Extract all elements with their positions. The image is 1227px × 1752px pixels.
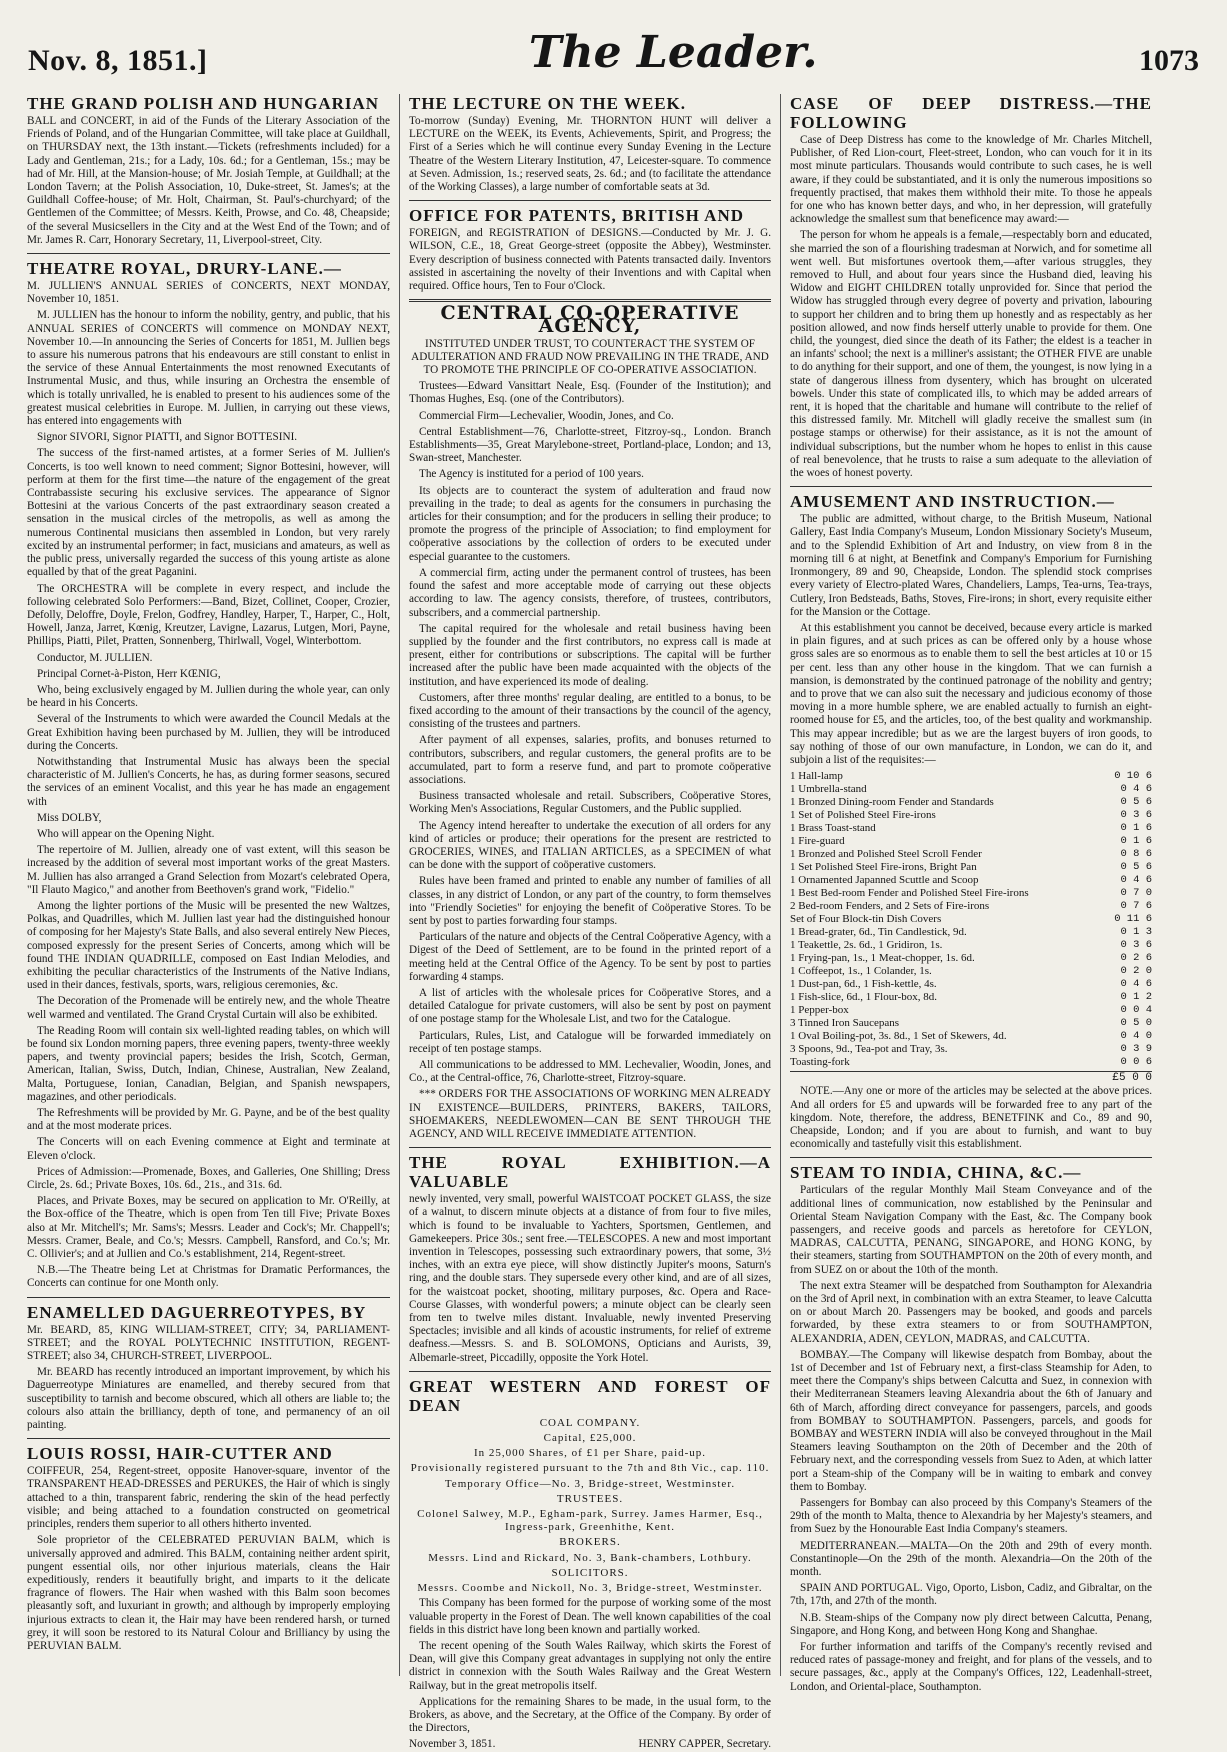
ad-paragraph: For further information and tariffs of the Company's recently revised and reduced rates of passage-money and freight, and for plans of the vessels, and to secure passages, &c., apply at the Company's Offices, 122, Leadenhall-street, London, and Oriental-place, Southampton. <box>790 1641 1152 1693</box>
price-item <box>790 835 1152 848</box>
ad-paragraph: The public are admitted, without charge, to the British Museum, National Gallery, East India Company's Museum, London Missionary Society's Museum, and to the Splendid Exhibition of Art and Industry, on view from 8 in the morning till 6 at night, at Benetfink and Company's Emporium for Furnishing Ironmongery, 89 and 90, Cheapside, London. The splendid stock comprises every variety of Electro-plated Wares, Chandeliers, Lamps, Tea-urns, Tea-trays, Cutlery, Iron Bedsteads, Baths, Stoves, Fire-irons; in short, every requisite either for the Mansion or the Cottage. <box>790 513 1152 618</box>
ad-title: ENAMELLED DAGUERREOTYPES, BY <box>27 1302 367 1322</box>
price-item-name: 3 Tinned Iron Saucepans <box>790 1017 900 1030</box>
price-item-name: 2 Bed-room Fenders, and 2 Sets of Fire-irons <box>790 900 990 913</box>
price-item-price: 0 1 2 <box>1120 991 1152 1004</box>
registration: Provisionally registered pursuant to the 7th and 8th Vic., cap. 110. <box>410 1462 770 1475</box>
sign-name: HENRY CAPPER, Secretary. <box>638 1738 771 1751</box>
price-item-price: 0 0 6 <box>1120 1056 1152 1069</box>
column-3 <box>780 94 1161 1693</box>
price-item-price: 0 3 6 <box>1120 939 1152 952</box>
columns <box>18 94 1209 1751</box>
ad-patents <box>409 206 771 293</box>
price-item <box>790 848 1152 861</box>
ad-title: CASE OF DEEP DISTRESS.—THE FOLLOWING <box>790 94 1152 132</box>
price-item <box>790 809 1152 822</box>
ad-paragraph: Rules have been framed and printed to enable any number of families of all classes, in any district of London, or any part of the country, to form themselves into "Friendly Societies" for enjoying the benefit of Coöperative Stores. To be sent by post to parties forwarding four stamps. <box>409 875 771 927</box>
solicitors-heading: SOLICITORS. <box>551 1566 629 1579</box>
price-item-name: 1 Set of Polished Steel Fire-irons <box>790 809 936 822</box>
price-item <box>790 939 1152 952</box>
divider <box>409 1371 771 1372</box>
price-item-price: 0 10 6 <box>1114 770 1152 783</box>
ad-body: Sole proprietor of the CELEBRATED PERUVIAN BALM, which is universally approved and admired. This BALM, containing neither ardent spirit, pungent essential oils, nor other injurious materials, cleans the Hair expeditiously, renders it beautifully bright, and imparts to it the delicate fragrance of flowers. The Hair when washed with this Balm soon becomes pleasantly soft, and luxuriant in growth; and although by improperly employing injurious extracts to clean it, the Hair may have been rendered harsh, or turned grey, it will soon be restored to its Natural Colour and Brilliancy by using the PERUVIAN BALM. <box>27 1534 390 1652</box>
ad-paragraph: *** ORDERS FOR THE ASSOCIATIONS OF WORKING MEN ALREADY IN EXISTENCE—BUILDERS, PRINTERS, BAKERS, TAILORS, SHOEMAKERS, NEEDLEWOMEN—CAN BE SENT THROUGH THE AGENCY, AND WILL RECEIVE IMMEDIATE ATTENTION. <box>409 1088 771 1141</box>
issue-date: Nov. 8, 1851.] <box>28 44 208 77</box>
price-item <box>790 796 1152 809</box>
price-item <box>790 952 1152 965</box>
divider <box>27 1438 390 1439</box>
price-item-price: 0 4 6 <box>1120 874 1152 887</box>
ad-paragraph: All communications to be addressed to MM. Lechevalier, Woodin, Jones, and Co., at the Central-office, 76, Charlotte-street, Fitzroy-square. <box>409 1059 771 1085</box>
ad-body: Mr. BEARD has recently introduced an important improvement, by which his Daguerreotype Miniatures are enamelled, and thereby secured from that susceptibility to tarnish and become obscured, which all others are liable to; the colours also attain the brilliancy, depth of tone, and permanency of an oil painting. <box>27 1366 390 1432</box>
ad-paragraph: MEDITERRANEAN.—MALTA—On the 20th and 29th of every month. Constantinople—On the 29th of the month. Alexandria—On the 20th of the month. <box>790 1539 1152 1579</box>
ad-cooperative-agency <box>409 302 771 1141</box>
ad-body: To-morrow (Sunday) Evening, Mr. THORNTON HUNT will deliver a LECTURE on the WEEK, its Events, Achievements, Spirit, and Progress; the First of a Series which he will continue every Sunday Evening in the Lecture Theatre of the Western Literary Institution, 47, Leicester-square. To commence at Seven. Admission, 1s.; reserved seats, 2s. 6d.; and (to facilitate the attendance of the Working Classes), a large number of comfortable seats at 3d. <box>409 115 771 194</box>
price-item <box>790 978 1152 991</box>
price-list <box>790 770 1152 1069</box>
price-total: £5 0 0 <box>790 1071 1152 1085</box>
newspaper-title: The Leader. <box>528 27 818 78</box>
ad-deep-distress <box>790 94 1152 480</box>
price-item-name: 1 Oval Boiling-pot, 3s. 8d., 1 Set of Skewers, 4d. <box>790 1030 1007 1043</box>
price-item <box>790 1030 1152 1043</box>
price-item-price: 0 11 6 <box>1114 913 1152 926</box>
ad-paragraph: N.B. Steam-ships of the Company now ply direct between Calcutta, Penang, Singapore, and Hong Kong, and between Hong Kong and Shanghae. <box>790 1611 1152 1637</box>
trustees-heading: TRUSTEES. <box>556 1492 624 1505</box>
price-item <box>790 783 1152 796</box>
ad-paragraph: Places, and Private Boxes, may be secured on application to Mr. O'Reilly, at the Box-office of the Theatre, which is open from Ten till Five; Private Boxes also at Mr. Mitchell's; Mr. Sams's; Messrs. Leader and Cock's; Mr. Chappell's; Messrs. Cramer, Beale, and Co.'s; Messrs. Campbell, Ransford, and Co.'s; Mr. C. Ollivier's; and at Jullien and Co.'s establishment, 214, Regent-street. <box>27 1195 390 1261</box>
ad-title: THE ROYAL EXHIBITION.—A VALUABLE <box>409 1153 771 1192</box>
ad-title: THE GRAND POLISH AND HUNGARIAN <box>27 94 380 113</box>
ad-title: STEAM TO INDIA, CHINA, &C.— <box>790 1163 1082 1183</box>
ad-paragraph: Prices of Admission:—Promenade, Boxes, and Galleries, One Shilling; Dress Circle, 2s. 6d.; Private Boxes, 10s. 6d., 21s., and 31s. 6d. <box>27 1165 390 1192</box>
price-item-price: 0 1 6 <box>1120 835 1152 848</box>
page-number: 1073 <box>1139 44 1199 77</box>
price-item-name: 1 Fire-guard <box>790 835 845 848</box>
ad-paragraph: At this establishment you cannot be deceived, because every article is marked in plain figures, and at such prices as can be offered only by a house whose gross sales are so enormous as to enable them to sell the best articles at 10 or 15 per cent. less than any other house in the kingdom. That we can furnish a mansion, is demonstrated by the continued patronage of the nobility and gentry; and to prove that we can also suit the necessary and judicious economy of those moving in a more humble sphere, we are enabled actually to furnish an eight-roomed house for £5, and the articles, too, of the best quality and workmanship. This may appear incredible; but as we are the largest buyers of iron goods, to say nothing of those of our own manufacture, in London, we can do it, and subjoin a list of the requisites:— <box>790 621 1152 766</box>
price-item <box>790 770 1152 783</box>
price-item-name: 1 Dust-pan, 6d., 1 Fish-kettle, 4s. <box>790 978 937 991</box>
ad-title: OFFICE FOR PATENTS, BRITISH AND <box>409 206 744 226</box>
price-item <box>790 822 1152 835</box>
ad-paragraph: Particulars, Rules, List, and Catalogue will be forwarded immediately on receipt of ten postage stamps. <box>409 1029 771 1055</box>
price-item-name: 1 Frying-pan, 1s., 1 Meat-chopper, 1s. 6d. <box>790 952 975 965</box>
price-item-name: 1 Best Bed-room Fender and Polished Steel Fire-irons <box>790 887 1029 900</box>
ad-paragraph: After payment of all expenses, salaries, profits, and bonuses returned to contributors, subscribers, and regular customers, the general profits are to be accumulated, part to form a reserve fund, and part to promote coöperative associations. <box>409 734 771 786</box>
ad-paragraph: The success of the first-named artistes, at a former Series of M. Jullien's Concerts, is too well known to need comment; Signor Bottesini, however, will perform at them for the first time—the nature of the engagement of the great Contrabassiste securing his exclusive services. The appearance of Signor Bottesini at the various Concerts of the past extraordinary season created a sensation in the musical circles of the metropolis, as well as among the numerous Continental musicians then assembled in London, but very rarely excited by an instrumental performer; in fact, musicians and amateurs, as well as the public press, universally regarded the success of this young artiste as alone equalled by that of the great Paganini. <box>27 447 390 579</box>
signature-line <box>409 1738 771 1751</box>
ad-paragraph: Particulars of the nature and objects of the Central Coöperative Agency, with a Digest of the Deed of Settlement, are to be found in the printed report of a meeting held at the Central Office of the Agency. To be sent by post to parties forwarding 4 stamps. <box>409 931 771 983</box>
divider <box>790 1157 1152 1158</box>
ad-steam-india <box>790 1163 1152 1694</box>
price-item <box>790 861 1152 874</box>
price-item <box>790 1056 1152 1069</box>
price-item-name: 1 Bread-grater, 6d., Tin Candlestick, 9d. <box>790 926 967 939</box>
price-item-price: 0 3 6 <box>1120 809 1152 822</box>
ad-title: GREAT WESTERN AND FOREST OF DEAN <box>409 1376 771 1415</box>
ad-paragraph: The next extra Steamer will be despatched from Southampton for Alexandria on the 3rd of April next, in combination with an extra Steamer, to leave Calcutta on or about March 20. Passengers may be booked, and goods and parcels forwarded, by these extra steamers to or from SOUTHAMPTON, ALEXANDRIA, ADEN, CEYLON, MADRAS, and CALCUTTA. <box>790 1279 1152 1345</box>
ad-title: LOUIS ROSSI, HAIR-CUTTER AND <box>27 1444 333 1464</box>
ad-rossi <box>27 1444 390 1653</box>
price-item-price: 0 5 6 <box>1120 861 1152 874</box>
divider <box>409 1147 771 1148</box>
ad-paragraph: Commercial Firm—Lechevalier, Woodin, Jones, and Co. <box>419 409 674 422</box>
ad-paragraph: Trustees—Edward Vansittart Neale, Esq. (Founder of the Institution); and Thomas Hughes, Esq. (one of the Contributors). <box>409 380 771 406</box>
ad-royal-exhibition <box>409 1153 771 1365</box>
ad-paragraph: The Decoration of the Promenade will be entirely new, and the whole Theatre well warmed and ventilated. The Grand Crystal Curtain will also be exhibited. <box>27 995 390 1021</box>
ad-paragraphs <box>409 380 771 1141</box>
ad-paragraph: Passengers for Bombay can also proceed by this Company's Steamers of the 29th of the month to Malta, thence to Alexandria by her Majesty's steamers, and from Suez by the Honourable East India Company's steamers. <box>790 1497 1152 1536</box>
ad-title: THE LECTURE ON THE WEEK. <box>409 94 687 113</box>
ad-body: BALL and CONCERT, in aid of the Funds of the Literary Association of the Friends of Poland, and of the Hungarian Committee, will take place at Guildhall, on THURSDAY next, the 13th instant.—Tickets (refreshments included) for a Lady and Gentleman, 21s.; for a Lady, 10s. 6d.; for a Gentleman, 15s.; may be had of Mr. Hill, at the Mansion-house; of Mr. Josiah Temple, at Guildhall; at the London Tavern; at the Polish Association, 10, Duke-street, St. James's; at the Guildhall Coffee-house; of Mr. Holt, Chairman, St. Paul's-churchyard; of the Gentlemen of the Committee; of Messrs. Keith, Prowse, and Co. 48, Cheapside; of the several Musicsellers in the City and at the West End of the Town; and of Mr. James R. Carr, Honorary Secretary, 11, Liverpool-street, City. <box>27 115 390 246</box>
ad-paragraph: This Company has been formed for the purpose of working some of the most valuable property in the Forest of Dean. The well known capabilities of the coal fields in this district have long been known and partially worked. <box>409 1597 771 1636</box>
ad-subtitle: M. JULLIEN'S ANNUAL SERIES of CONCERTS, NEXT MONDAY, November 10, 1851. <box>27 280 390 306</box>
ad-heading: CENTRAL CO-OPERATIVE AGENCY, <box>440 302 740 338</box>
price-item <box>790 926 1152 939</box>
ad-paragraph: The Concerts will on each Evening commence at Eight and terminate at Eleven o'clock. <box>27 1136 390 1162</box>
ad-body: COIFFEUR, 254, Regent-street, opposite Hanover-square, inventor of the TRANSPARENT HEAD-DRESSES and PERUKES, the Hair of which is singly attached to a thin, transparent fabric, rendering the skin of the head perfectly visible; and being attached to a foundation constructed on geometrical principles, renders them superior to all others hitherto invented. <box>27 1465 390 1531</box>
ad-paragraph: Among the lighter portions of the Music will be presented the new Waltzes, Polkas, and Quadrilles, which M. Jullien last year had the distinguished honour of composing for her Majesty's State Balls, and also several entirely New Pieces, composed expressly for the present Series of Concerts, among which will be found THE INDIAN QUADRILLE, composed on East Indian Melodies, and exhibiting the peculiar characteristics of the Instruments of the Native Indians, used in their dances, festivals, sports, wars, religious ceremonies, &c. <box>27 899 390 992</box>
ad-paragraph: The Reading Room will contain six well-lighted reading tables, on which will be found six London morning papers, three evening papers, twenty-three weekly papers, and twenty provincial papers; besides the Irish, Scotch, German, American, Italian, Swiss, Dutch, Indian, Chinese, Australian, New Zealand, Malta, Portuguese, Ionian, Canadian, Belgian, and Spanish newspapers, magazines, and other periodicals. <box>27 1024 390 1103</box>
ad-title: AMUSEMENT AND INSTRUCTION.— <box>790 492 1115 512</box>
price-item-price: 0 4 6 <box>1120 978 1152 991</box>
ad-paragraph: The Agency is instituted for a period of 100 years. <box>419 468 644 481</box>
sign-date: November 3, 1851. <box>409 1738 496 1751</box>
price-item-price: 0 0 4 <box>1120 1004 1152 1017</box>
ad-subtitle: Mr. BEARD, 85, KING WILLIAM-STREET, CITY; 34, PARLIAMENT-STREET; and the ROYAL POLYTECHNIC INSTITUTION, REGENT-STREET; also 34, CHURCH-STREET, LIVERPOOL. <box>27 1323 390 1363</box>
price-item-price: 0 1 3 <box>1120 926 1152 939</box>
ad-paragraph: M. JULLIEN has the honour to inform the nobility, gentry, and public, that his ANNUAL SERIES of CONCERTS will commence on MONDAY NEXT, November 10.—In announcing the Series of Concerts for 1851, M. Jullien begs to assure his numerous patrons that his endeavours are still constant to enlist in the service of these Annual Entertainments the most renowned Executants of Instrumental Music, and thus, while insuring an Orchestra the ensemble of which is totally unrivalled, he is enabled to present to his audiences some of the greatest musical celebrities in Europe. M. Jullien, in carrying out these views, has entered into engagements with <box>27 309 390 428</box>
ad-subheading: INSTITUTED UNDER TRUST, TO COUNTERACT THE SYSTEM OF ADULTERATION AND FRAUD NOW PREVAILING IN THE TRADE, AND TO PROMOTE THE PRINCIPLE OF CO-OPERATIVE ASSOCIATION. <box>411 337 769 377</box>
company-name: COAL COMPANY. <box>539 1416 641 1429</box>
ad-paragraph: Central Establishment—76, Charlotte-street, Fitzroy-sq., London. Branch Establishments—35, Great Marylebone-street, Portland-place, London; and 13, Swan-street, Manchester. <box>409 425 771 465</box>
price-item-price: 0 4 0 <box>1120 1030 1152 1043</box>
price-item-name: 3 Spoons, 9d., Tea-pot and Tray, 3s. <box>790 1043 948 1056</box>
price-item <box>790 965 1152 978</box>
ad-body: FOREIGN, and REGISTRATION of DESIGNS.—Conducted by Mr. J. G. WILSON, C.E., 18, Great George-street (opposite the Abbey), Westminster. Every description of business connected with Patents transacted daily. Inventors assisted in ascertaining the novelty of their Inventions and with Capital when required. Office hours, Ten to Four o'Clock. <box>409 227 771 293</box>
ad-paragraph: The ORCHESTRA will be complete in every respect, and include the following celebrated Solo Performers:—Band, Bizet, Collinet, Cooper, Crozier, Defolly, Deloffre, Doyle, Frelon, Godfrey, Handley, Harper, T., Harper, C., Holt, Howell, Janza, Jarret, Kœnig, Kreutzer, Lavigne, Lazarus, Lutgen, Mori, Payne, Phillips, Piatti, Pilet, Pratten, Sonnenberg, Thirlwall, Vogel, Winterbottom. <box>27 582 390 648</box>
ad-paragraph: SPAIN AND PORTUGAL. Vigo, Oporto, Lisbon, Cadiz, and Gibraltar, on the 7th, 17th, and 27th of the month. <box>790 1582 1152 1608</box>
ad-paragraph: A list of articles with the wholesale prices for Coöperative Stores, and a detailed Catalogue for private customers, will also be sent by post on payment of one postage stamp for the Wholesale List, and two for the Catalogue. <box>409 986 771 1026</box>
ad-lecture <box>409 94 771 194</box>
divider <box>27 253 390 254</box>
ad-title: THEATRE ROYAL, DRURY-LANE.— <box>27 259 342 279</box>
price-item-name: 1 Brass Toast-stand <box>790 822 876 835</box>
price-item-name: 1 Set Polished Steel Fire-irons, Bright Pan <box>790 861 977 874</box>
price-item-name: 1 Umbrella-stand <box>790 783 867 796</box>
ad-paragraph: A commercial firm, acting under the permanent control of trustees, has been found the safest and more acceptable mode of carrying out these objects according to law. The agency consists, therefore, of trustees, contributors, subscribers, and a commercial partnership. <box>409 566 771 619</box>
ad-drury-lane <box>27 259 390 1291</box>
price-item-name: 1 Ornamented Japanned Scuttle and Scoop <box>790 874 979 887</box>
price-item-name: 1 Bronzed and Polished Steel Scroll Fender <box>790 848 982 861</box>
price-item-name: 1 Hall-lamp <box>790 770 843 783</box>
ad-paragraph: Conductor, M. JULLIEN. <box>37 651 153 664</box>
ad-forest-of-dean <box>409 1377 771 1752</box>
price-item <box>790 900 1152 913</box>
price-item <box>790 1043 1152 1056</box>
column-1 <box>18 94 399 1676</box>
price-item-name: Toasting-fork <box>790 1056 850 1069</box>
ad-paragraph: Applications for the remaining Shares to be made, in the usual form, to the Brokers, as above, and the Secretary, at the Office of the Company. By order of the Directors, <box>409 1695 771 1735</box>
ad-paragraphs <box>790 513 1152 767</box>
ad-paragraph: Several of the Instruments to which were awarded the Council Medals at the Great Exhibition having been purchased by M. Jullien, they will be introduced during the Concerts. <box>27 713 390 752</box>
price-item-name: 1 Teakettle, 2s. 6d., 1 Gridiron, 1s. <box>790 939 943 952</box>
column-2 <box>399 94 780 1751</box>
price-item-price: 0 1 6 <box>1120 822 1152 835</box>
ad-paragraph: The repertoire of M. Jullien, already one of vast extent, will this season be increased by the addition of several most important works of the great Masters. M. Jullien has also arranged a Grand Selection from Mozart's celebrated Opera, "Il Flauto Magico," and another from Beethoven's grand work, "Fidelio." <box>27 844 390 896</box>
ad-paragraph: BOMBAY.—The Company will likewise despatch from Bombay, about the 1st of December and 1st of February next, a first-class Steamship for Aden, to meet there the Company's ships between Calcutta and Suez, in connexion with their Mediterranean Steamers leaving Alexandria about the 6th of January and 6th of March, affording direct conveyance for passengers, parcels, and goods from BOMBAY to SOUTHAMPTON. Passengers, parcels, and goods for BOMBAY and WESTERN INDIA will also be conveyed throughout in the Mail Steamers leaving Southampton on the 20th of December and the 20th of February next, and the corresponding vessels from Suez to Aden, at which latter port a Steam-ship of the Company will be in waiting to embark and convey them to Bombay. <box>790 1348 1152 1493</box>
ad-paragraph: The Agency intend hereafter to undertake the execution of all orders for any kind of articles or produce; their operations for the present are restricted to GROCERIES, WINES, and ITALIAN ARTICLES, as a SPECIMEN of what can be done with the support of coöperative customers. <box>409 819 771 872</box>
ad-paragraph: Signor SIVORI, Signor PIATTI, and Signor BOTTESINI. <box>37 431 298 444</box>
price-item-price: 0 7 0 <box>1120 887 1152 900</box>
trustees: Colonel Salwey, M.P., Egham-park, Surrey. James Harmer, Esq., Ingress-park, Greenhithe, Kent. <box>417 1508 763 1534</box>
shares: In 25,000 Shares, of £1 per Share, paid-up. <box>473 1447 707 1460</box>
divider <box>27 1297 390 1298</box>
ad-paragraph: Who will appear on the Opening Night. <box>37 827 215 840</box>
ad-body: newly invented, very small, powerful WAISTCOAT POCKET GLASS, the size of a walnut, to discern minute objects at a distance of from four to five miles, which is found to be invaluable to Yachters, Sportsmen, Gentlemen, and Gamekeepers. Price 30s.; sent free.—TELESCOPES. A new and most important invention in Telescopes, possessing such extraordinary powers, that some, 3½ inches, with an extra eye piece, will show distinctly Jupiter's moons, Saturn's ring, and the double stars. They supersede every other kind, and are of all sizes, for the waistcoat pocket, shooting, military purposes, &c. Opera and Race-Course Glasses, with wonderful powers; a minute object can be clearly seen from ten to twelve miles distant. Invaluable, newly invented Preserving Spectacles; invisible and all kinds of acoustic instruments, for relief of extreme deafness.—Messrs. S. and B. SOLOMONS, Opticians and Aurists, 39, Albemarle-street, Piccadilly, opposite the York Hotel. <box>409 1193 771 1364</box>
ad-polish-ball <box>27 94 390 247</box>
ad-paragraphs <box>790 134 1152 480</box>
solicitors: Messrs. Coombe and Nickoll, No. 3, Bridge-street, Westminster. <box>417 1582 763 1595</box>
ad-paragraph: The person for whom he appeals is a female,—respectably born and educated, she married the son of a flourishing tradesman at Norwich, and for sometime all went well. But misfortunes overtook them,—after various struggles, they removed to Hull, and about four years since the Husband died, leaving his Widow and EIGHT CHILDREN totally unprovided for. Since that period the Widow has struggled through every degree of poverty and privation, labouring to support her children and to bring them up honestly and as respectably as her position allowed, and now finds herself utterly unable to provide for them. One child, the youngest, died since the death of its Father; the eldest is a teacher in an infants' school; the next is a milliner's assistant; the OTHER FIVE are unable to do anything for their support, and one of them, the youngest, is now lying in a state of dangerous illness from dysentery, which has brought on ulcerated bowels. Under this state of complicated ills, to which may be added arrears of rent, it is hoped that the charitable and humane will contribute to the relief of this distressed family. Mr. Mitchell will gladly receive the smallest sum (in postage stamps or otherwise) for their assistance, as it is not the amount of individual subscriptions, but the number whom he hopes to enlist in this cause of real benevolence, that he trusts to raise a sum adequate to the alleviation of the woes of honest poverty. <box>790 229 1152 480</box>
ad-paragraph: Business transacted wholesale and retail. Subscribers, Coöperative Stores, Working Men's Associations, Regular Customers, and the Public supplied. <box>409 790 771 816</box>
ad-paragraphs <box>409 1597 771 1735</box>
price-item-name: Set of Four Block-tin Dish Covers <box>790 913 942 926</box>
ad-paragraph: Particulars of the regular Monthly Mail Steam Conveyance and of the additional lines of communication, now established by the Peninsular and Oriental Steam Navigation Company with the East, &c. The Company book passengers, and receive goods and parcels as heretofore for CEYLON, MADRAS, CALCUTTA, PENANG, SINGAPORE, and HONG KONG, by their steamers, starting from SOUTHAMPTON on the 20th of every month, and from SUEZ on or about the 10th of the month. <box>790 1184 1152 1276</box>
ad-paragraph: Customers, after three months' regular dealing, are entitled to a bonus, to be fixed according to the amount of their transactions by the council of the agency, consisting of the trustees and partners. <box>409 691 771 731</box>
price-item-price: 0 2 0 <box>1120 965 1152 978</box>
ad-paragraph: Who, being exclusively engaged by M. Jullien during the whole year, can only be heard in his Concerts. <box>27 683 390 710</box>
brokers-heading: BROKERS. <box>559 1536 621 1549</box>
ad-paragraph: The Refreshments will be provided by Mr. G. Payne, and be of the best quality and at the most moderate prices. <box>27 1107 390 1133</box>
divider <box>409 200 771 201</box>
price-item <box>790 1017 1152 1030</box>
price-item <box>790 887 1152 900</box>
ad-paragraph: N.B.—The Theatre being Let at Christmas for Dramatic Performances, the Concerts can continue for one Month only. <box>27 1264 390 1290</box>
masthead <box>28 22 1199 78</box>
ad-daguerreotypes <box>27 1303 390 1433</box>
price-item-name: 1 Coffeepot, 1s., 1 Colander, 1s. <box>790 965 932 978</box>
price-item-name: 1 Fish-slice, 6d., 1 Flour-box, 8d. <box>790 991 938 1004</box>
ad-paragraph: Miss DOLBY, <box>37 811 102 824</box>
ad-paragraph: Its objects are to counteract the system of adulteration and fraud now prevailing in the trade; to deal as agents for the consumers in purchasing the articles for their consumption; and for the producers in selling their produce; to promote the progress of the principle of Association; to find employment for coöperative associations by the collection of orders to be executed under especial guarantee to the customers. <box>409 484 771 563</box>
office: Temporary Office—No. 3, Bridge-street, Westminster. <box>444 1477 736 1490</box>
ad-amusement-instruction <box>790 492 1152 1151</box>
price-item-price: 0 7 6 <box>1120 900 1152 913</box>
price-item-price: 0 5 0 <box>1120 1017 1152 1030</box>
price-item-name: 1 Bronzed Dining-room Fender and Standards <box>790 796 994 809</box>
price-item-price: 0 3 9 <box>1120 1043 1152 1056</box>
ad-paragraph: Notwithstanding that Instrumental Music has always been the special characteristic of M. Jullien's Concerts, he has, as during former seasons, secured the services of an eminent Vocalist, and this year he has made an engagement with <box>27 755 390 808</box>
price-item-price: 0 2 6 <box>1120 952 1152 965</box>
price-item <box>790 1004 1152 1017</box>
price-item <box>790 913 1152 926</box>
ad-paragraphs <box>790 1184 1152 1694</box>
ad-paragraph: The capital required for the wholesale and retail business having been supplied by the founder and the first contributors, no express call is made at present, either for contributions or subscriptions. The capital will be further increased after the public have been made acquainted with the objects of the institution, and have experienced its mode of dealing. <box>409 622 771 688</box>
ad-paragraph: Case of Deep Distress has come to the knowledge of Mr. Charles Mitchell, Publisher, of Red Lion-court, Fleet-street, London, who can vouch for it in its most minute particulars. Thousands would contribute to such cases, he is well aware, if they could be substantiated, and it is only the numerous impositions so frequently practised, that makes them withhold their mite. To those he appeals for one who has known better days, and who, in her depression, will gratefully acknowledge the smallest sum that beneficence may award:— <box>790 134 1152 226</box>
capital: Capital, £25,000. <box>543 1432 637 1445</box>
ad-note: NOTE.—Any one or more of the articles may be selected at the above prices. And all orders for £5 and upwards will be forwarded free to any part of the kingdom. Note, therefore, the address, BENETFINK and Co., 89 and 90, Cheapside, London; and if you are about to furnish, and want to buy economically and tastefully visit this establishment. <box>790 1085 1152 1151</box>
ad-paragraph: Principal Cornet-à-Piston, Herr KŒNIG, <box>37 667 221 680</box>
price-item-price: 0 4 6 <box>1120 783 1152 796</box>
price-item-price: 0 8 6 <box>1120 848 1152 861</box>
price-item <box>790 874 1152 887</box>
brokers: Messrs. Lind and Rickard, No. 3, Bank-chambers, Lothbury. <box>428 1551 752 1564</box>
divider <box>790 486 1152 487</box>
price-item-name: 1 Pepper-box <box>790 1004 849 1017</box>
price-item-price: 0 5 6 <box>1120 796 1152 809</box>
ad-paragraph: The recent opening of the South Wales Railway, which skirts the Forest of Dean, will give this Company great advantages in supplying not only the entire district in connexion with the South Wales Railway and the Great Western Railway, but in the great metropolis itself. <box>409 1639 771 1692</box>
ad-paragraphs <box>27 309 390 1290</box>
price-item <box>790 991 1152 1004</box>
